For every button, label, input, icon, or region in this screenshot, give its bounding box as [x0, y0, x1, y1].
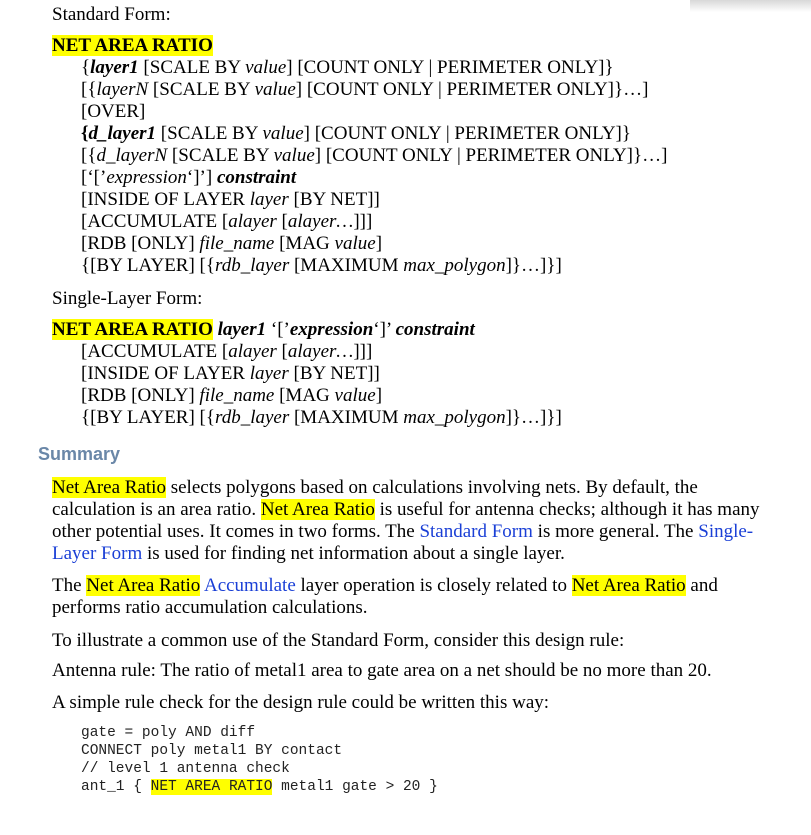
text-span: layer operation is closely related to	[295, 575, 572, 596]
text-span: ]}…]}]	[505, 407, 562, 428]
text-span: [MAXIMUM	[289, 255, 404, 276]
text-span: [INSIDE OF LAYER	[81, 363, 250, 384]
param-value: value	[273, 145, 315, 166]
standard-line-8	[81, 211, 372, 233]
text-span: [MAG	[274, 233, 335, 254]
term-highlight: Net Area Ratio	[571, 575, 686, 596]
single-line-5	[81, 407, 562, 429]
param-value: value	[245, 57, 287, 78]
standard-form-keyword	[52, 35, 213, 57]
summary-paragraph-5: A simple rule check for the design rule could be written this way:	[52, 692, 550, 713]
param-layerN: layerN	[96, 79, 149, 100]
text-span: {[BY LAYER] [{	[81, 255, 215, 276]
text-span: is used for finding net information about a single layer.	[142, 543, 565, 564]
term-highlight: Net Area Ratio	[52, 477, 166, 498]
param-value: value	[334, 385, 376, 406]
text-span: The	[52, 575, 87, 596]
text-span: ] [COUNT ONLY | PERIMETER ONLY]}…]	[295, 79, 649, 100]
code-line-3: // level 1 antenna check	[81, 761, 290, 777]
single-line-4	[81, 385, 382, 407]
text-span: ]	[375, 385, 383, 406]
standard-form-link[interactable]: Standard Form	[419, 521, 533, 542]
text-span: [INSIDE OF LAYER	[81, 189, 250, 210]
single-layer-form-label: Single-Layer Form:	[52, 288, 203, 309]
text-span: [MAG	[274, 385, 335, 406]
standard-form-label: Standard Form:	[52, 4, 171, 25]
param-alayer: alayer…	[287, 341, 354, 362]
summary-paragraph-1	[52, 477, 772, 565]
text-span: selects polygons based on calculations involving nets. By default, the calculation is an area ratio.	[52, 477, 698, 520]
text-span: [SCALE BY	[167, 145, 274, 166]
param-alayer: alayer	[228, 341, 277, 362]
code-line-4	[81, 778, 438, 796]
text-span: ]	[375, 233, 383, 254]
param-max-polygon: max_polygon	[403, 255, 506, 276]
standard-line-7	[81, 189, 380, 211]
param-expression: expression	[106, 167, 187, 188]
text-span: [ACCUMULATE [	[81, 341, 229, 362]
param-d-layerN: d_layerN	[96, 145, 168, 166]
text-span: metal1 gate > 20 }	[272, 779, 438, 795]
single-line-3	[81, 363, 380, 385]
code-line-1: gate = poly AND diff	[81, 725, 256, 741]
text-span: [ACCUMULATE [	[81, 211, 229, 232]
standard-line-4	[81, 123, 631, 145]
text-span: ] [COUNT ONLY | PERIMETER ONLY]}	[303, 123, 631, 144]
param-layer: layer	[249, 189, 289, 210]
text-span: [{	[81, 79, 97, 100]
text-span: ant_1 {	[81, 779, 151, 795]
keyword-highlight: NET AREA RATIO	[52, 319, 213, 340]
standard-line-10	[81, 255, 562, 277]
text-span: [‘[’	[81, 167, 107, 188]
param-value: value	[254, 79, 296, 100]
param-value: value	[334, 233, 376, 254]
text-span: [SCALE BY	[156, 123, 263, 144]
text-span: {	[81, 123, 89, 144]
param-constraint: constraint	[395, 319, 475, 340]
text-span: ‘]’	[373, 319, 396, 340]
param-alayer: alayer…	[287, 211, 354, 232]
single-layer-form-link[interactable]: Single-Layer Form	[52, 521, 754, 564]
summary-paragraph-3: To illustrate a common use of the Standard Form, consider this design rule:	[52, 630, 625, 651]
code-keyword-highlight: NET AREA RATIO	[150, 779, 273, 795]
text-span: [{	[81, 145, 97, 166]
param-expression: expression	[289, 319, 374, 340]
text-span: [BY NET]]	[288, 189, 380, 210]
summary-paragraph-2	[52, 575, 772, 619]
param-layer1: layer1	[217, 319, 267, 340]
param-d-layer1: d_layer1	[88, 123, 157, 144]
text-span: is useful for antenna checks; although it has many other potential uses. It comes in two forms. The	[52, 499, 760, 542]
text-span: [	[276, 341, 288, 362]
summary-paragraph-4: Antenna rule: The ratio of metal1 area to gate area on a net should be no more than 20.	[52, 660, 712, 681]
text-span: [RDB [ONLY]	[81, 385, 200, 406]
text-span: is more general. The	[532, 521, 699, 542]
standard-line-2	[81, 79, 648, 101]
term-highlight: Net Area Ratio	[260, 499, 375, 520]
param-max-polygon: max_polygon	[403, 407, 506, 428]
param-constraint: constraint	[216, 167, 297, 188]
text-span: ]]]	[353, 211, 373, 232]
text-span: [MAXIMUM	[289, 407, 404, 428]
single-line-2	[81, 341, 372, 363]
standard-line-1: {layer1 [SCALE BY value] [COUNT ONLY | PERIMETER ONLY]}	[81, 57, 614, 78]
text-span: ] [COUNT ONLY | PERIMETER ONLY]}	[286, 57, 614, 78]
param-file-name: file_name	[199, 385, 275, 406]
param-file-name: file_name	[199, 233, 275, 254]
term-highlight: Net Area Ratio	[86, 575, 201, 596]
standard-line-3: [OVER]	[81, 101, 146, 122]
standard-line-6	[81, 167, 296, 189]
single-line-1	[52, 319, 475, 341]
text-span: and performs ratio accumulation calculations.	[52, 575, 718, 618]
text-span: ‘]’]	[186, 167, 217, 188]
keyword-highlight: NET AREA RATIO	[52, 35, 213, 56]
param-alayer: alayer	[228, 211, 277, 232]
param-value: value	[262, 123, 304, 144]
text-span: [RDB [ONLY]	[81, 233, 200, 254]
code-line-2: CONNECT poly metal1 BY contact	[81, 743, 343, 759]
text-span: [SCALE BY	[138, 57, 246, 78]
param-layer1: layer1	[90, 57, 139, 78]
text-span: ]}…]}]	[505, 255, 562, 276]
standard-line-5	[81, 145, 667, 167]
text-span: [	[276, 211, 288, 232]
standard-line-9	[81, 233, 382, 255]
accumulate-link[interactable]: Accumulate	[203, 575, 296, 596]
text-span: [BY NET]]	[288, 363, 380, 384]
text-span: [SCALE BY	[148, 79, 255, 100]
param-layer: layer	[249, 363, 289, 384]
text-span: ]]]	[353, 341, 373, 362]
page-shadow	[690, 0, 811, 12]
text-span: {[BY LAYER] [{	[81, 407, 215, 428]
summary-heading: Summary	[38, 444, 121, 464]
param-rdb-layer: rdb_layer	[215, 407, 290, 428]
param-rdb-layer: rdb_layer	[215, 255, 290, 276]
text-span: ‘[’	[266, 319, 290, 340]
text-span: ] [COUNT ONLY | PERIMETER ONLY]}…]	[314, 145, 668, 166]
